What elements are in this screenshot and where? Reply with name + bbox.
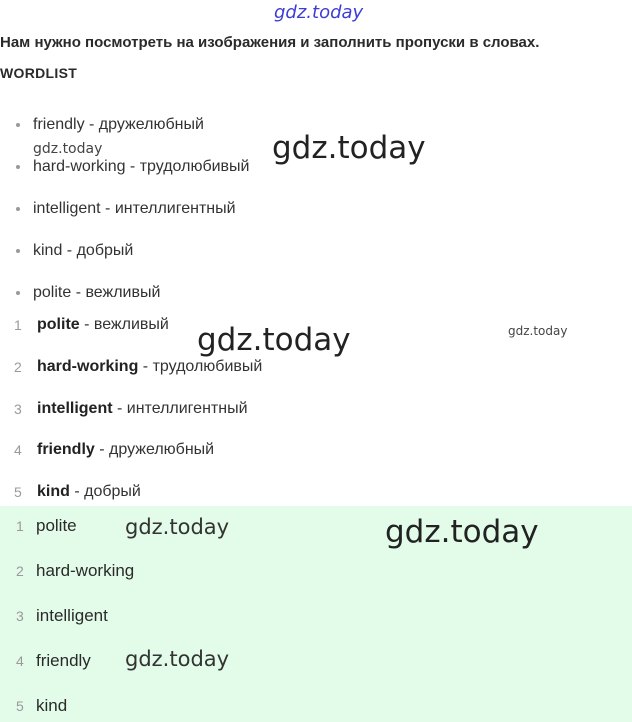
word-en: friendly [37,441,95,458]
word-ru: вежливый [85,284,161,301]
bullet-icon [16,249,20,253]
answer-word: hard-working [36,561,135,580]
list-item [0,239,632,263]
watermark: gdz.today [125,515,230,539]
separator: - [62,242,77,259]
list-item [0,281,632,305]
separator: - [125,158,140,175]
word-en: intelligent [37,400,113,417]
separator: - [71,284,86,301]
answer-item [0,648,632,674]
separator: - [84,116,99,133]
word-en: intelligent [33,200,101,217]
word-en: polite [33,284,72,301]
answer-word: intelligent [36,606,108,625]
numbered-item [0,480,632,504]
answer-item [0,693,632,719]
watermark-top: gdz.today [274,2,364,23]
word-ru: интеллигентный [114,200,236,217]
page-heading: Нам нужно посмотреть на изображения и заполнить пропуски в словах. [0,34,540,51]
item-number: 4 [16,653,24,669]
word-en: hard-working [37,358,139,375]
answer-word: friendly [36,651,91,670]
item-number: 3 [16,608,24,624]
watermark: gdz.today [33,141,103,157]
watermark: gdz.today [272,130,426,166]
item-number: 2 [16,563,24,579]
answer-item [0,558,632,584]
bullet-icon [16,291,20,295]
numbered-item [0,355,632,379]
answer-word: polite [36,516,77,535]
wordlist-title: WORDLIST [0,65,78,81]
watermark: gdz.today [508,324,568,338]
bullet-icon [16,207,20,211]
word-ru: - дружелюбный [94,441,215,458]
item-number: 5 [16,698,24,714]
watermark: gdz.today [197,322,351,358]
list-item [0,197,632,221]
separator: - [100,200,115,217]
word-ru: - интеллигентный [112,400,248,417]
word-en: hard-working [33,158,126,175]
word-ru: дружелюбный [98,116,204,133]
word-en: kind [33,242,63,259]
word-ru: трудолюбивый [139,158,250,175]
bullet-icon [16,123,20,127]
word-ru: - вежливый [79,316,169,333]
item-number: 1 [16,518,24,534]
item-number: 1 [14,317,22,333]
word-ru: - добрый [69,483,141,500]
numbered-item [0,438,632,462]
word-en: polite [37,316,80,333]
bullet-icon [16,165,20,169]
word-ru: - трудолюбивый [138,358,263,375]
numbered-item [0,397,632,421]
item-number: 4 [14,442,22,458]
word-ru: добрый [76,242,134,259]
item-number: 3 [14,401,22,417]
item-number: 5 [14,484,22,500]
item-number: 2 [14,359,22,375]
answer-item [0,603,632,629]
watermark: gdz.today [385,514,539,550]
word-en: kind [37,483,70,500]
answer-word: kind [36,696,68,715]
word-en: friendly [33,116,85,133]
watermark: gdz.today [125,647,230,671]
